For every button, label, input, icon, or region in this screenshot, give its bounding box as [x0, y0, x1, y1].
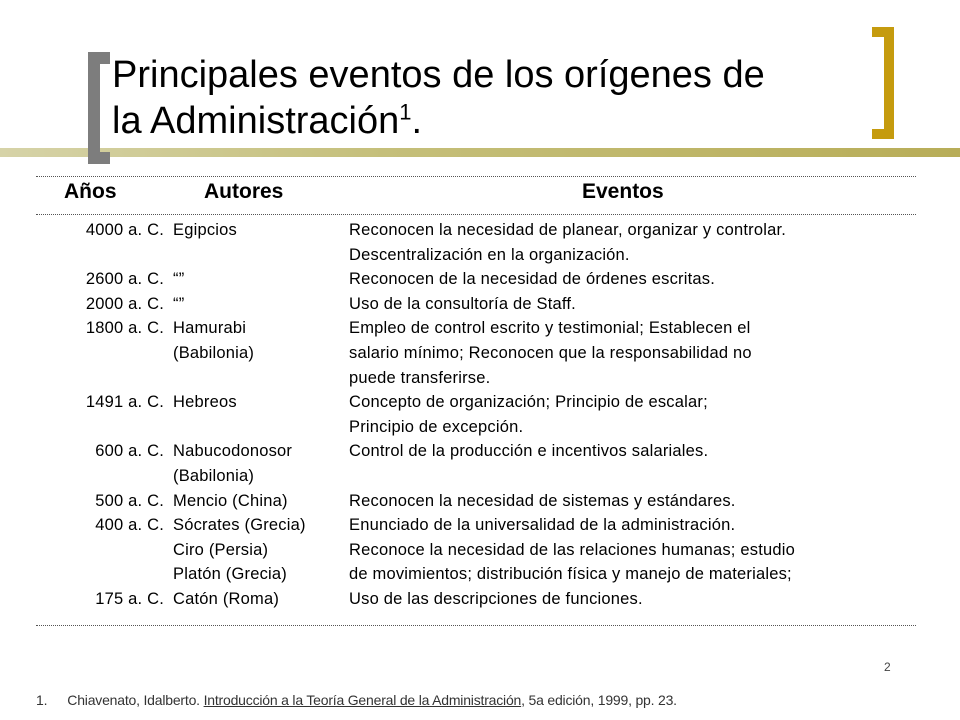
- slide-title: [112, 52, 852, 144]
- author-line: Nabucodonosor: [173, 442, 293, 461]
- footnote-number: 1.: [36, 692, 48, 708]
- table-header: [0, 180, 960, 210]
- table-row: [0, 587, 960, 612]
- event-line: Reconocen la necesidad de planear, organizar y controlar.: [349, 221, 787, 239]
- row-year: 600 a. C.: [95, 442, 164, 461]
- event-line: Control de la producción e incentivos salariales.: [349, 442, 709, 461]
- row-author: [173, 218, 351, 243]
- row-year: 400 a. C.: [95, 516, 164, 535]
- row-event: [349, 218, 924, 267]
- author-line: (Babilonia): [173, 343, 255, 362]
- row-author: [173, 587, 351, 612]
- event-line: salario mínimo; Reconocen que la responsabilidad no: [349, 343, 752, 362]
- author-line: “”: [173, 294, 185, 313]
- event-line: de movimientos; distribución física y manejo de materiales;: [349, 565, 792, 584]
- event-line: Empleo de control escrito y testimonial; Establecen el: [349, 319, 751, 338]
- row-author: [173, 390, 351, 415]
- row-year: 2000 a. C.: [85, 294, 164, 313]
- author-line: Platón (Grecia): [173, 565, 287, 584]
- author-line: Hamurabi: [173, 319, 247, 338]
- row-author: [173, 316, 351, 365]
- event-line: Concepto de organización; Principio de escalar;: [349, 393, 708, 412]
- row-year: 2600 a. C.: [85, 270, 164, 289]
- header-events: Eventos: [582, 180, 664, 203]
- author-line: Egipcios: [173, 221, 237, 239]
- event-line: Uso de las descripciones de funciones.: [349, 589, 643, 608]
- table-row: [0, 489, 960, 514]
- row-year: 1491 a. C.: [85, 393, 164, 412]
- row-year: 1800 a. C.: [85, 319, 164, 338]
- author-line: Sócrates (Grecia): [173, 516, 306, 535]
- author-line: Catón (Roma): [173, 589, 280, 608]
- right-bracket-decoration: [872, 27, 894, 139]
- event-line: puede transferirse.: [349, 368, 491, 387]
- row-year: 175 a. C.: [95, 589, 164, 608]
- row-author: [173, 489, 351, 514]
- events-table-body: [0, 218, 960, 612]
- event-line: Uso de la consultoría de Staff.: [349, 294, 576, 313]
- table-row: [0, 292, 960, 317]
- event-line: Enunciado de la universalidad de la administración.: [349, 516, 736, 535]
- author-line: Hebreos: [173, 393, 237, 412]
- table-row: [0, 513, 960, 587]
- event-line: Reconoce la necesidad de las relaciones humanas; estudio: [349, 540, 795, 559]
- title-period: .: [411, 100, 423, 142]
- event-line: Principio de excepción.: [349, 417, 524, 436]
- row-author: [173, 513, 351, 587]
- table-row: [0, 439, 960, 488]
- author-line: “”: [173, 270, 185, 289]
- author-line: (Babilonia): [173, 466, 255, 485]
- row-event: [349, 587, 924, 612]
- left-bracket-decoration: [88, 52, 110, 164]
- row-author: [173, 267, 351, 292]
- table-bottom-divider: [36, 625, 916, 626]
- title-line-1: Principales eventos de los orígenes de: [112, 54, 765, 96]
- row-event: [349, 513, 924, 587]
- row-year: 500 a. C.: [95, 491, 164, 510]
- footnote: [36, 692, 677, 708]
- header-bottom-divider: [36, 214, 916, 215]
- event-line: Reconocen de la necesidad de órdenes escritas.: [349, 270, 716, 289]
- table-row: [0, 390, 960, 439]
- event-line: Descentralización en la organización.: [349, 245, 630, 264]
- table-row: [0, 316, 960, 390]
- table-row: [0, 267, 960, 292]
- footnote-details: , 5a edición, 1999, pp. 23.: [521, 692, 677, 708]
- header-authors: Autores: [204, 180, 284, 203]
- title-underline-bar: [0, 148, 960, 157]
- title-line-2: la Administración: [112, 100, 400, 142]
- header-top-divider: [36, 176, 916, 177]
- footnote-book-title: Introducción a la Teoría General de la Administración: [203, 692, 522, 708]
- row-event: [349, 316, 924, 390]
- footnote-author: Chiavenato, Idalberto.: [67, 692, 200, 708]
- row-event: [349, 439, 924, 464]
- row-event: [349, 390, 924, 439]
- row-author: [173, 439, 351, 488]
- table-row: [0, 218, 960, 267]
- row-event: [349, 489, 924, 514]
- row-author: [173, 292, 351, 317]
- page-number: 2: [884, 660, 891, 674]
- row-year: 4000 a. C.: [85, 221, 164, 239]
- title-footnote-ref: 1: [399, 99, 412, 125]
- row-event: [349, 292, 924, 317]
- author-line: Ciro (Persia): [173, 540, 269, 559]
- author-line: Mencio (China): [173, 491, 288, 510]
- header-years: Años: [64, 180, 117, 203]
- event-line: Reconocen la necesidad de sistemas y estándares.: [349, 491, 736, 510]
- row-event: [349, 267, 924, 292]
